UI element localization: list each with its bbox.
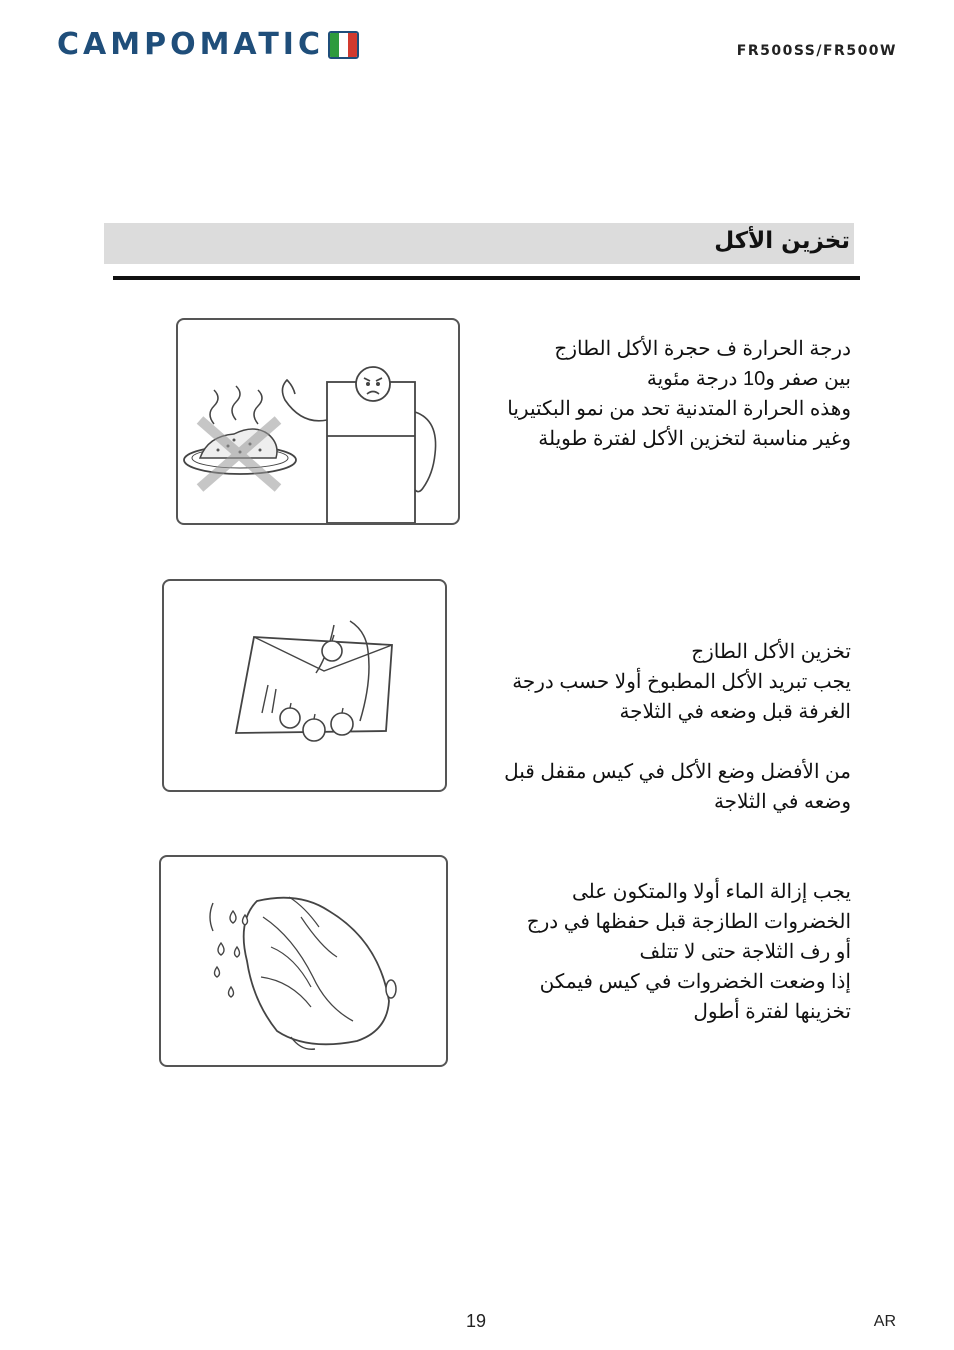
text-line: من الأفضل وضع الأكل في كيس مقفل قبل — [504, 761, 851, 783]
text-line: الخضروات الطازجة قبل حفظها في درج — [526, 911, 851, 933]
text-block-fresh-food — [504, 637, 851, 817]
illustration-wet-vegetables — [159, 855, 448, 1067]
text-line: وهذه الحرارة المتدنية تحد من نمو البكتيريا — [507, 398, 851, 420]
text-line: درجة الحرارة ف حجرة الأكل الطازج — [554, 338, 851, 360]
section-title-bar — [104, 223, 854, 264]
page-number: 19 — [466, 1311, 487, 1331]
spoiled-food-fridge-drawing — [178, 320, 458, 523]
title-divider — [113, 276, 860, 280]
brand-name: CAMPOMATIC — [57, 27, 324, 62]
text-block-vegetables — [527, 877, 851, 1027]
text-line: بين صفر و10 درجة مئوية — [646, 368, 851, 390]
text-line: الغرفة قبل وضعه في الثلاجة — [619, 701, 851, 723]
text-line: تخزينها لفترة أطول — [693, 1001, 851, 1023]
lettuce-water-drawing — [161, 857, 446, 1065]
text-line: إذا وضعت الخضروات في كيس فيمكن — [539, 971, 851, 993]
brand-logo — [57, 27, 359, 62]
text-block-temperature — [507, 334, 851, 454]
text-line: يجب تبريد الأكل المطبوخ أولا حسب درجة — [512, 671, 851, 693]
text-line: وغير مناسبة لتخزين الأكل لفترة طويلة — [538, 428, 851, 450]
illustration-food-in-bag — [162, 579, 447, 792]
text-line: تخزين الأكل الطازج — [691, 641, 851, 663]
illustration-spoiled-food — [176, 318, 460, 525]
model-number: FR500SS/FR500W — [736, 43, 897, 59]
text-line: أو رف الثلاجة حتى لا تتلف — [639, 941, 851, 963]
language-code: AR — [873, 1313, 896, 1330]
section-title: تخزين الأكل — [714, 228, 850, 254]
bag-with-fruit-drawing — [164, 581, 445, 790]
italian-flag-icon — [328, 31, 359, 59]
text-line: يجب إزالة الماء أولا والمتكون على — [571, 881, 851, 903]
text-line: وضعه في الثلاجة — [713, 791, 851, 813]
